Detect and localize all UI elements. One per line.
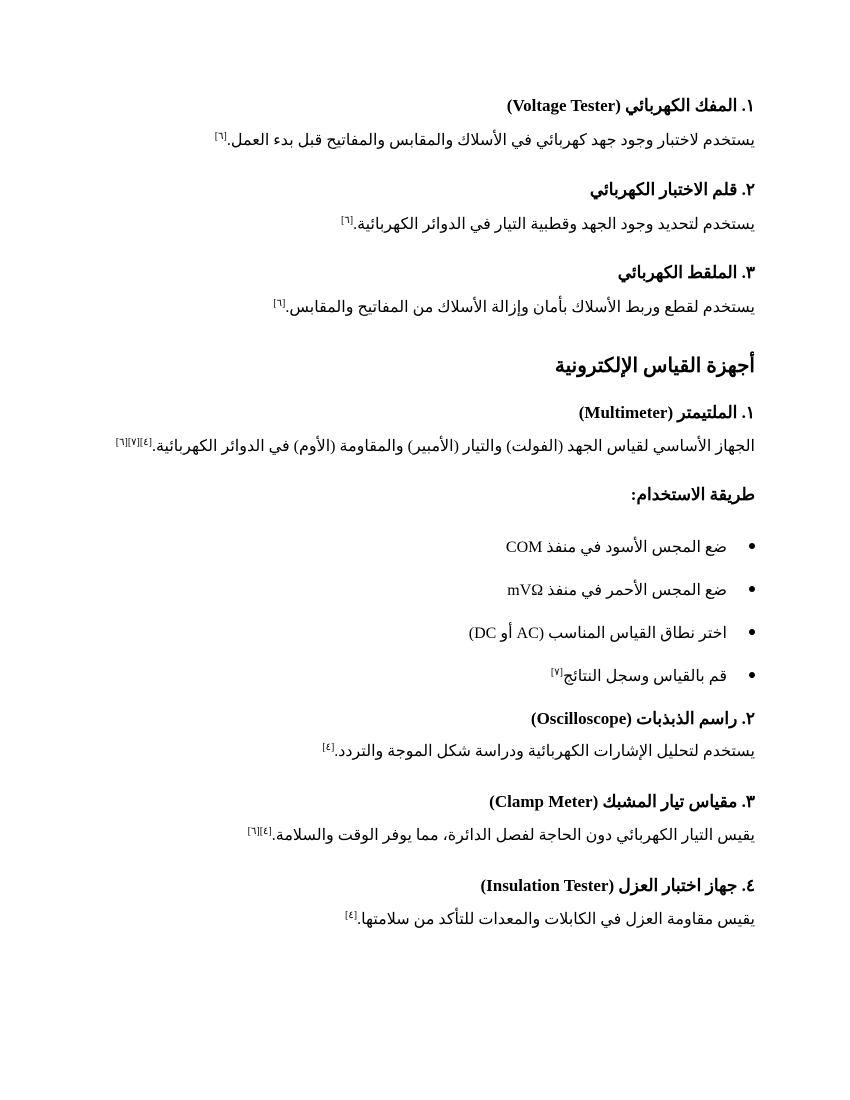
citation-ref[interactable]: [٤][٦] xyxy=(247,825,272,837)
list-item xyxy=(95,623,755,643)
body-text: يستخدم لتحديد وجود الجهد وقطبية التيار في الدوائر الكهربائية. xyxy=(353,216,755,233)
body-text: الجهاز الأساسي لقياس الجهد (الفولت) والتيار (الأمبير) والمقاومة (الأوم) في الدوائر الكهربائية. xyxy=(151,438,755,455)
citation-ref[interactable]: [٦] xyxy=(214,130,227,142)
citation-ref[interactable]: [٧] xyxy=(550,666,563,678)
bullet-icon xyxy=(749,672,755,678)
usage-title: طريقة الاستخدام: xyxy=(630,485,755,504)
list-item-text: قم بالقياس وسجل النتائج xyxy=(562,668,727,685)
bullet-icon xyxy=(749,543,755,549)
list-item-text: ضع المجس الأسود في منفذ COM xyxy=(505,539,727,556)
citation-ref[interactable]: [٤][٧][٦] xyxy=(115,436,152,448)
section-body-voltage-tester xyxy=(95,130,755,150)
section-heading-multimeter: ١. الملتيمتر (Multimeter) xyxy=(578,403,755,422)
body-text: يستخدم لقطع وربط الأسلاك بأمان وإزالة الأسلاك من المفاتيح والمقابس. xyxy=(285,299,755,316)
citation-ref[interactable]: [٦] xyxy=(341,214,354,226)
body-text: يقيس التيار الكهربائي دون الحاجة لفصل الدائرة، مما يوفر الوقت والسلامة. xyxy=(271,827,755,844)
citation-ref[interactable]: [٦] xyxy=(273,297,286,309)
section-heading-test-pen: ٢. قلم الاختبار الكهربائي xyxy=(589,180,755,199)
section-heading-insulation-tester: ٤. جهاز اختبار العزل (Insulation Tester) xyxy=(480,876,755,895)
list-item xyxy=(95,666,755,686)
citation-ref[interactable]: [٤] xyxy=(322,741,335,753)
bullet-icon xyxy=(749,586,755,592)
body-text: يستخدم لاختبار وجود جهد كهربائي في الأسلاك والمقابس والمفاتيح قبل بدء العمل. xyxy=(226,132,755,149)
section-heading-voltage-tester: ١. المفك الكهربائي (Voltage Tester) xyxy=(506,96,755,115)
section-title-electronic-devices: أجهزة القياس الإلكترونية xyxy=(554,355,755,377)
section-body-multimeter xyxy=(95,436,755,456)
body-text: يقيس مقاومة العزل في الكابلات والمعدات للتأكد من سلامتها. xyxy=(357,911,755,928)
bullet-icon xyxy=(749,629,755,635)
section-body-insulation-tester xyxy=(95,909,755,929)
section-heading-clamp-meter: ٣. مقياس تيار المشبك (Clamp Meter) xyxy=(489,792,755,811)
section-heading-oscilloscope: ٢. راسم الذبذبات (Oscilloscope) xyxy=(530,709,755,728)
list-item-text: ضع المجس الأحمر في منفذ mVΩ xyxy=(507,582,727,599)
section-body-oscilloscope xyxy=(95,741,755,761)
list-item-text: اختر نطاق القياس المناسب (AC أو DC) xyxy=(468,625,727,642)
section-heading-pliers: ٣. الملقط الكهربائي xyxy=(617,263,755,282)
list-item xyxy=(95,580,755,600)
section-body-test-pen xyxy=(95,214,755,234)
section-body-clamp-meter xyxy=(95,825,755,845)
citation-ref[interactable]: [٤] xyxy=(345,909,358,921)
list-item xyxy=(95,537,755,557)
document-page xyxy=(95,0,755,1100)
body-text: يستخدم لتحليل الإشارات الكهربائية ودراسة شكل الموجة والتردد. xyxy=(334,743,755,760)
section-body-pliers xyxy=(95,297,755,317)
